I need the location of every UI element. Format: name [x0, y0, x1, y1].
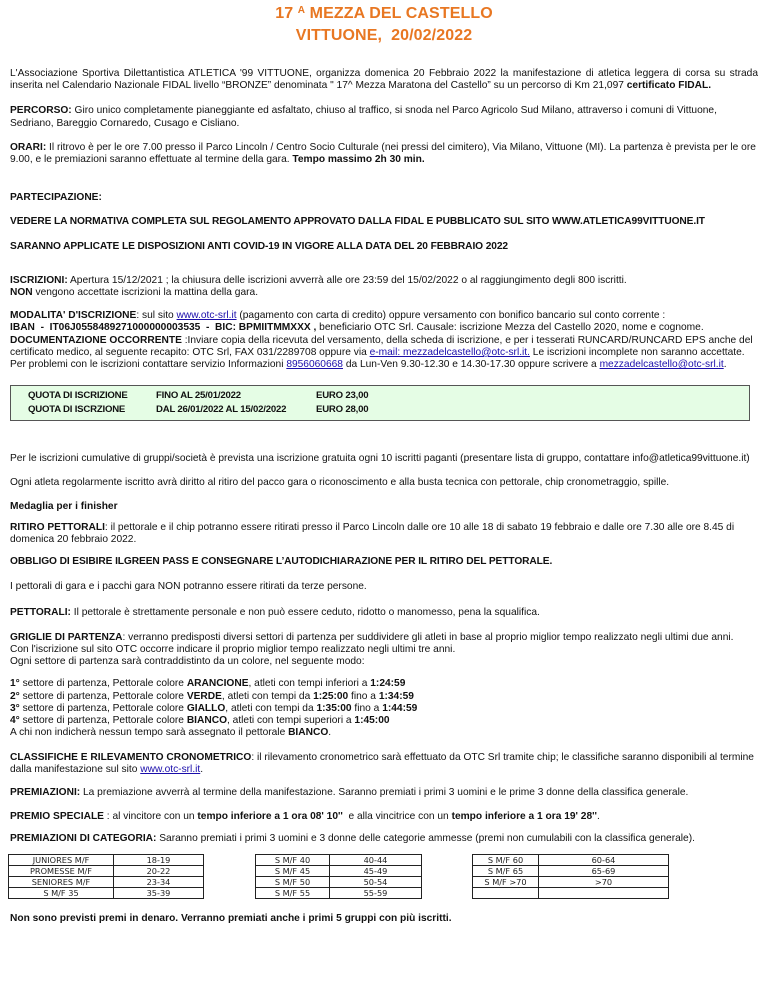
covid-line — [10, 241, 758, 253]
category-age: 23-34 — [114, 876, 204, 887]
category-name: S M/F 60 — [473, 854, 539, 865]
premiazioni-categoria-paragraph — [10, 833, 758, 845]
premio-text: e alla vincitrice con un — [342, 811, 452, 823]
griglie-paragraph — [10, 632, 758, 669]
documentazione-end: . — [723, 359, 727, 371]
event-subtitle: VITTUONE, 20/02/2022 — [295, 27, 473, 44]
premio-speciale-label: PREMIO SPECIALE — [10, 811, 104, 823]
classifiche-end: . — [200, 763, 204, 775]
table-row — [256, 876, 422, 887]
quota-row-1-period: FINO AL 25/01/2022 — [156, 390, 241, 402]
settore-color: GIALLO — [186, 702, 226, 714]
category-name: S M/F 45 — [256, 865, 330, 876]
classifiche-label: CLASSIFICHE E RILEVAMENTO CRONOMETRICO — [10, 751, 252, 763]
settore-1 — [10, 678, 758, 690]
title-text: MEZZA DEL CASTELLO — [309, 5, 493, 22]
settore-nessun-tempo — [10, 727, 758, 739]
classifiche-text: : il rilevamento cronometrico sarà effettuato da OTC Srl tramite chip; le classifiche saranno disponibili al termine dalla manifestazione sul sito — [10, 751, 754, 775]
settore-color: VERDE — [186, 690, 222, 702]
settore-4 — [10, 715, 758, 727]
orari-text: Il ritrovo è per le ore 7.00 presso il Parco Lincoln / Centro Socio Culturale (nei pressi del cimitero), Via Milano, Vittuone (MI). La partenza è prevista per le ore 9.00, e le premiazioni saranno effettuate al termine della gara. — [10, 141, 756, 166]
otc-site-link[interactable]: www.otc-srl.it — [176, 310, 237, 322]
category-name: S M/F 55 — [256, 887, 330, 898]
orari-paragraph — [10, 142, 758, 166]
table-row — [9, 854, 204, 865]
premio-speciale-paragraph — [10, 811, 758, 823]
settore-time: 1:25:00 — [313, 690, 349, 702]
pettorali-text: Il pettorale è strettamente personale e non può essere ceduto, ridotto o manomesso, pena la squalifica. — [70, 606, 540, 618]
settore-num: 1° — [10, 678, 20, 690]
percorso-paragraph — [10, 105, 758, 129]
settore-num: 2° — [10, 690, 20, 702]
document-page — [10, 0, 758, 929]
table-row — [9, 865, 204, 876]
phone-link[interactable]: 8956060668 — [286, 359, 343, 371]
settore-time: 1:34:59 — [378, 690, 414, 702]
category-age: 60-64 — [539, 854, 669, 865]
gruppi-paragraph: Per le iscrizioni cumulative di gruppi/società è prevista una iscrizione gratuita ogni 10 iscritti paganti (presentare lista di gruppo, contattare info@atletica99vittuone.it) — [10, 453, 750, 465]
intro-paragraph — [10, 68, 758, 92]
settore-time: 1:24:59 — [370, 678, 406, 690]
category-age: 55-59 — [330, 887, 422, 898]
category-age: 45-49 — [330, 865, 422, 876]
griglie-text: : verranno predisposti diversi settori di partenza per suddividere gli atleti in base al proprio miglior tempo realizzato negli ultimi due anni. — [122, 631, 734, 643]
settore-text: settore di partenza, Pettorale colore — [19, 690, 187, 702]
iscrizioni-text: Apertura 15/12/2021 ; la chiusura delle iscrizioni avverrà alle ore 23:59 del 15/02/2022 o al raggiungimento degli 800 iscritti. — [67, 274, 627, 286]
title-superscript: A — [297, 5, 306, 16]
category-age: 50-54 — [330, 876, 422, 887]
iscrizioni-paragraph — [10, 275, 758, 299]
footer-note — [10, 913, 758, 929]
documentazione-text-2: Le iscrizioni incomplete non saranno accettate. Per problemi con le iscrizioni contattare servizio Informazioni — [10, 346, 745, 371]
category-name — [473, 887, 539, 898]
iban-value: IBAN - IT06J0558489271000000003535 - BIC: BPMIITMMXXX , — [10, 322, 317, 334]
settore-3 — [10, 703, 758, 715]
category-name: S M/F 50 — [256, 876, 330, 887]
iscrizioni-label: ISCRIZIONI: — [10, 274, 68, 286]
premio-end: . — [596, 811, 600, 823]
premiazioni-text: La premiazione avverrà al termine della manifestazione. Saranno premiati i primi 3 uomini e le prime 3 donne della classifica generale. — [80, 786, 689, 798]
settore-2 — [10, 691, 758, 703]
obbligo-line — [10, 556, 758, 568]
table-row — [473, 876, 669, 887]
settore-text: , atleti con tempi da — [225, 702, 317, 714]
premiazioni-categoria-label: PREMIAZIONI DI CATEGORIA: — [10, 833, 157, 845]
pacco-paragraph: Ogni atleta regolarmente iscritto avrà diritto al ritiro del pacco gara o riconoscimento e alla busta tecnica con pettorale, chip cronometraggio, spille. — [10, 477, 670, 489]
quota-row-2-price: EURO 28,00 — [316, 404, 369, 416]
orari-bold: Tempo massimo 2h 30 min. — [292, 154, 425, 166]
premio-text: : al vincitore con un — [103, 811, 198, 823]
table-row — [473, 887, 669, 898]
table-row — [473, 865, 669, 876]
table-row — [256, 854, 422, 865]
category-table-3 — [472, 854, 669, 899]
premio-tempo-uomini: tempo inferiore a 1 ora 08' 10'' — [197, 811, 343, 823]
settore-text: fino a — [348, 690, 379, 702]
settore-time: 1:44:59 — [382, 702, 418, 714]
category-age: 20-22 — [114, 865, 204, 876]
ritiro-paragraph — [10, 522, 758, 546]
category-name: S M/F 40 — [256, 854, 330, 865]
settore-num: 3° — [10, 702, 20, 714]
nessun-bold: BIANCO — [288, 727, 329, 739]
quota-row-1 — [28, 389, 749, 403]
orari-label: ORARI: — [10, 141, 47, 153]
griglie-line-2: Con l'iscrizione sul sito OTC occorre indicare il proprio miglior tempo realizzato negli ultimi tre anni. — [10, 644, 456, 656]
table-row — [256, 887, 422, 898]
category-table-1 — [8, 854, 204, 899]
documentazione-label: DOCUMENTAZIONE OCCORRENTE — [10, 334, 182, 346]
obbligo-text: OBBLIGO DI ESIBIRE ILGREEN PASS E CONSEGNARE L’AUTODICHIARAZIONE PER IL RITIRO DEL PETTORALE. — [10, 556, 553, 568]
category-age — [539, 887, 669, 898]
percorso-text: Giro unico completamente pianeggiante ed asfaltato, chiuso al traffico, si snoda nel Parco Agricolo Sud Milano, attraverso i comuni di Vittuone, Sedriano, Bareggio Cornaredo, Cusago e Cisliano. — [10, 105, 717, 129]
category-age: 35-39 — [114, 887, 204, 898]
settore-time: 1:45:00 — [354, 715, 390, 727]
category-age: 18-19 — [114, 854, 204, 865]
modalita-text-b: (pagamento con carta di credito) oppure versamento con bonifico bancario sul conto corrente : — [236, 310, 666, 322]
iscrizioni-non: NON — [10, 287, 33, 299]
ritiro-label: RITIRO PETTORALI — [10, 521, 105, 533]
covid-text: SARANNO APPLICATE LE DISPOSIZIONI ANTI COVID-19 IN VIGORE ALLA DATA DEL 20 FEBBRAIO 2022 — [10, 240, 508, 252]
ritiro-text: : il pettorale e il chip potranno essere ritirati presso il Parco Lincoln dalle ore 10 alle 18 di sabato 19 febbraio e dalle ore 7.30 alle ore 8.45 di domenica 20 febbraio 2022. — [10, 521, 735, 546]
settore-time: 1:35:00 — [316, 702, 352, 714]
category-age: >70 — [539, 876, 669, 887]
nessun-text: A chi non indicherà nessun tempo sarà assegnato il pettorale — [10, 727, 289, 739]
quota-row-2-label: QUOTA DI ISCRZIONE — [28, 404, 126, 416]
premiazioni-categoria-text: Saranno premiati i primi 3 uomini e 3 donne delle categorie ammesse (premi non cumulabili con la classifica generale). — [156, 833, 695, 845]
medaglia-text: Medaglia per i finisher — [10, 500, 118, 512]
griglie-line-3: Ogni settore di partenza sarà contraddistinto da un colore, nel seguente modo: — [10, 656, 365, 668]
normativa-text: VEDERE LA NORMATIVA COMPLETA SUL REGOLAMENTO APPROVATO DALLA FIDAL E PUBBLICATO SUL SITO WWW.ATLETICA99VITTUONE.IT — [10, 216, 705, 228]
nessun-end: . — [328, 727, 332, 739]
category-table-2 — [255, 854, 422, 899]
quota-row-1-price: EURO 23,00 — [316, 390, 369, 402]
settore-text: settore di partenza, Pettorale colore — [19, 702, 187, 714]
documentazione-text-3: da Lun-Ven 9.30-12.30 e 14.30-17.30 oppure scrivere a — [342, 359, 600, 371]
partecipazione-label: PARTECIPAZIONE: — [10, 192, 102, 204]
settore-text: fino a — [351, 702, 383, 714]
settore-color: BIANCO — [186, 715, 227, 727]
pettorali-paragraph — [10, 607, 758, 619]
classifiche-paragraph — [10, 752, 758, 776]
table-row — [256, 865, 422, 876]
partecipazione-heading — [10, 192, 758, 204]
modalita-text-a: : sul sito — [136, 310, 177, 322]
settore-num: 4° — [10, 715, 20, 727]
settori-list — [10, 678, 758, 739]
settore-color: ARANCIONE — [186, 678, 249, 690]
griglie-label: GRIGLIE DI PARTENZA — [10, 631, 123, 643]
table-row — [9, 876, 204, 887]
category-name: S M/F >70 — [473, 876, 539, 887]
iban-text: beneficiario OTC Srl. Causale: iscrizione Mezza del Castello 2020, nome e cognome. — [316, 322, 704, 334]
pettorali-label: PETTORALI: — [10, 606, 71, 618]
premiazioni-label: PREMIAZIONI: — [10, 786, 81, 798]
modalita-label: MODALITA' D'ISCRIZIONE — [10, 310, 137, 322]
title-edition: 17 — [275, 5, 294, 22]
category-age: 40-44 — [330, 854, 422, 865]
quota-row-2 — [28, 403, 749, 417]
terze-persone-line: I pettorali di gara e i pacchi gara NON potranno essere ritirati da terze persone. — [10, 581, 367, 593]
footer-text: Non sono previsti premi in denaro. Verranno premiati anche i primi 5 gruppi con più iscritti. — [10, 912, 452, 924]
table-row — [473, 854, 669, 865]
iscrizioni-non-text: vengono accettate iscrizioni la mattina della gara. — [32, 287, 259, 299]
email-link-2[interactable]: mezzadelcastello@otc-srl.it — [599, 359, 724, 371]
quota-row-1-label: QUOTA DI ISCRIZIONE — [28, 390, 128, 402]
intro-bold: certificato FIDAL. — [626, 80, 712, 92]
event-title — [10, 3, 758, 25]
table-row — [9, 887, 204, 898]
category-name: S M/F 65 — [473, 865, 539, 876]
intro-text: L'Associazione Sportiva Dilettantistica ATLETICA '99 VITTUONE, organizza domenica 20 Febbraio 2022 la manifestazione di atletica leggera di corsa su strada inserita nel Calendario Nazionale FIDAL livello “BRONZE” denominata " 17^ Mezza Maratona del Castello” su un percorso di Km 21,097 — [10, 68, 758, 92]
settore-text: , atleti con tempi inferiori a — [248, 678, 371, 690]
percorso-label: PERCORSO: — [10, 105, 72, 117]
category-name: SENIORES M/F — [9, 876, 114, 887]
settore-text: , atleti con tempi superiori a — [227, 715, 355, 727]
category-age: 65-69 — [539, 865, 669, 876]
modalita-paragraph — [10, 310, 758, 371]
category-name: JUNIORES M/F — [9, 854, 114, 865]
premio-tempo-donne: tempo inferiore a 1 ora 19' 28'' — [451, 811, 597, 823]
quota-row-2-period: DAL 26/01/2022 AL 15/02/2022 — [156, 404, 287, 416]
otc-site-link-2[interactable]: www.otc-srl.it — [140, 763, 201, 775]
settore-text: settore di partenza, Pettorale colore — [19, 678, 187, 690]
settore-text: settore di partenza, Pettorale colore — [19, 715, 187, 727]
settore-text: , atleti con tempi da — [221, 690, 314, 702]
email-link[interactable]: e-mail: mezzadelcastello@otc-srl.it. — [369, 346, 530, 358]
medaglia-line — [10, 501, 758, 513]
category-name: PROMESSE M/F — [9, 865, 114, 876]
normativa-line — [10, 216, 758, 228]
quota-table — [10, 385, 750, 421]
category-tables — [8, 854, 756, 899]
category-name: S M/F 35 — [9, 887, 114, 898]
premiazioni-paragraph — [10, 787, 758, 799]
documentazione-text: :Inviare copia della ricevuta del versamento, della scheda di iscrizione, e per i tesserati RUNCARD/RUNCARD EPS anche del certificato medico, al seguente recapito: OTC Srl, FAX 031/2289708 oppure via — [10, 334, 753, 358]
